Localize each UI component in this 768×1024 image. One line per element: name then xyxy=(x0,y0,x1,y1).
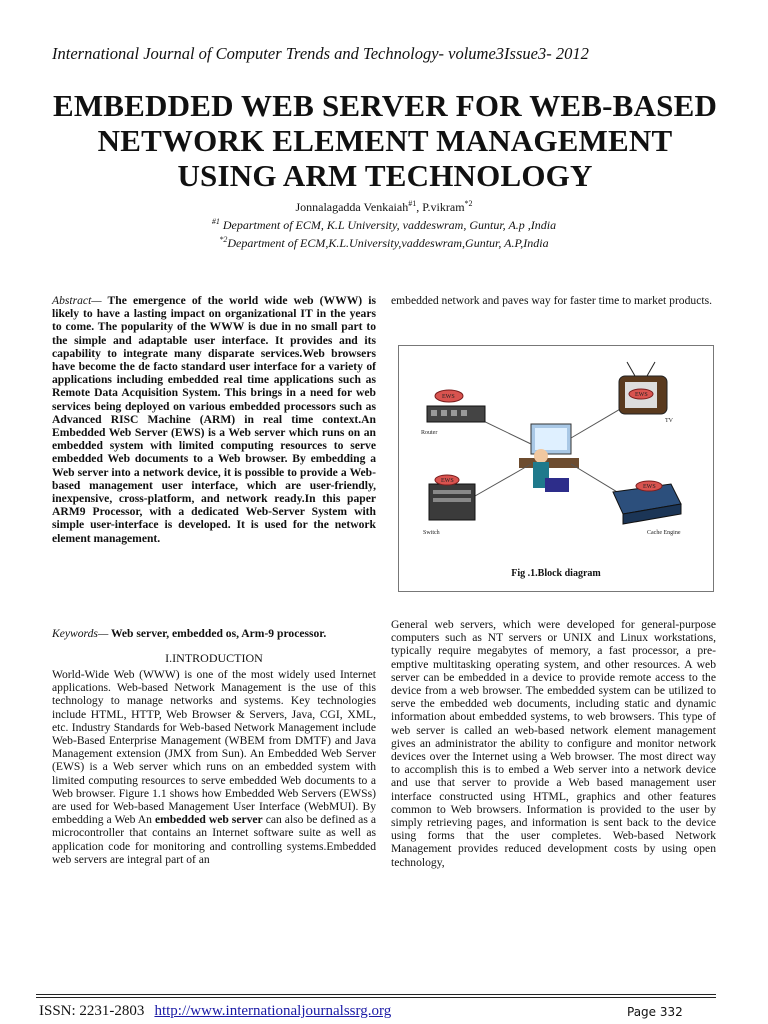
introduction-paragraph xyxy=(52,668,376,866)
intro-text: World-Wide Web (WWW) is one of the most widely used Internet applications. Web-based Network Management is the use of this technology to manage networks and systems. Key technologies include HTML, HTTP, Web Browser & Servers, Java, CGI, XML, etc. Industry Standards for Web-based Network Management include Web-Based Enterprise Management (WBEM from DMTF) and Java Management extension (JMX from Sun). An Embedded Web Server (EWS) is a Web server which runs on an embedded system with limited computing resources to serve embedded Web documents to a Web browser. Figure 1.1 shows how Embedded Web Servers (EWSs) are used for Web-based Management User Interface (WebMUI). By embedding a Web An xyxy=(52,668,376,827)
affiliation-1 xyxy=(0,217,768,233)
affiliation-2 xyxy=(0,235,768,251)
block-diagram-illustration xyxy=(409,354,703,554)
router-icon xyxy=(421,390,485,436)
right-column-body: General web servers, which were developed for general-purpose computers such as NT servers or UNIX and Linux workstations, typically require megabytes of memory, a fast processor, a pre-emptive multitasking operating system, and other resources. A web server can be embedded in a device to provide remote access to the device from a web browser. The embedded system can be utilized to serve the embedded web documents, including static and dynamic information about embedded systems, to web browsers. This type of web server is called an web-based network element management gives an administrator the ability to configure and monitor network devices over the Internet using a Web browser. The most direct way to accomplish this is to embed a Web server into a network device and use that server to provide a Web based management user interface constructed using HTML, graphics and other features common to Web browsers. Information is provided to the user by simply retrieving pages, and information is sent back to the device using forms that the user completes. Web-based Network Management provides reduced development costs by using open technology, xyxy=(391,618,716,869)
footer-rule xyxy=(36,994,716,995)
journal-header: International Journal of Computer Trends and Technology- volume3Issue3- 2012 xyxy=(52,44,589,63)
section-heading-introduction: I.INTRODUCTION xyxy=(165,651,263,665)
router-label: Router xyxy=(421,430,438,436)
intro-text-tail: can also be defined as a microcontroller that contains an Internet software suite as well as application code for monitoring and controlling systems.Embedded web servers are integral part of an xyxy=(52,813,376,866)
switch-icon xyxy=(423,475,475,536)
cache-ews-label: EWS xyxy=(643,484,656,490)
footer-rule-2 xyxy=(36,997,716,998)
tv-label: TV xyxy=(665,418,673,424)
switch-label: Switch xyxy=(423,530,440,536)
right-column-top-text: embedded network and paves way for faster time to market products. xyxy=(391,294,712,307)
abstract-label: Abstract— xyxy=(52,294,102,307)
paper-title xyxy=(40,88,730,193)
affiliation-1-text: Department of ECM, K.L University, vaddeswram, Guntur, A.p ,India xyxy=(219,218,557,232)
tv-ews-label: EWS xyxy=(635,392,648,398)
affiliation-1-marker: #1 xyxy=(211,217,220,226)
author-2: , P.vikram xyxy=(416,200,465,214)
keywords-label: Keywords— xyxy=(52,627,109,640)
footer-issn xyxy=(39,1003,391,1020)
keywords xyxy=(52,627,376,640)
page-number: Page 332 xyxy=(627,1005,683,1019)
keywords-text: Web server, embedded os, Arm-9 processor. xyxy=(108,627,327,640)
author-2-marker: *2 xyxy=(464,199,473,208)
title-line-2: NETWORK ELEMENT MANAGEMENT xyxy=(97,123,673,158)
figure-caption: Fig .1.Block diagram xyxy=(511,568,601,579)
affiliation-2-text: Department of ECM,K.L.University,vaddeswram,Guntur, A.P,India xyxy=(227,236,549,250)
cache-engine-label: Cache Engine xyxy=(647,530,681,536)
figure-block-diagram xyxy=(398,345,714,592)
author-1-marker: #1 xyxy=(408,199,417,208)
title-line-3: USING ARM TECHNOLOGY xyxy=(177,158,593,193)
tv-icon xyxy=(619,362,674,424)
abstract-text: The emergence of the world wide web (WWW) is likely to have a lasting impact on organizational IT in the years to come. The popularity of the WWW is due in no small part to the simple and adaptable user interface. It provides and its capability to integrate many disparate services.Web browsers have become the de facto standard user interface for a variety of applications including embedded real time applications such as Remote Data Acquisition System. This brings in a need for web services being deployed on various embedded processors such as Advanced RISC Machine (ARM) in real time context.An Embedded Web Server (EWS) is a Web server which runs on an embedded system with limited computing resources to serve embedded Web documents to a Web browser. By embedding a Web server into a network device, it is possible to provide a Web-based management user interface, which are user-friendly, inexpensive, cross-platform, and network ready.In this paper ARM9 Processor, with a dedicated Web-Server System with simple user-interface is developed. It is used for the network element management. xyxy=(52,294,376,545)
switch-ews-label: EWS xyxy=(441,478,454,484)
journal-url-link[interactable]: http://www.internationaljournalssrg.org xyxy=(154,1003,392,1019)
author-1: Jonnalagadda Venkaiah xyxy=(295,200,409,214)
authors xyxy=(0,199,768,215)
abstract xyxy=(52,294,376,545)
affiliation-2-marker: *2 xyxy=(219,235,228,244)
workstation-user-icon xyxy=(519,424,579,492)
embedded-web-server-term: embedded web server xyxy=(154,813,263,827)
issn-text: ISSN: 2231-2803 xyxy=(39,1003,145,1019)
title-line-1: EMBEDDED WEB SERVER FOR WEB-BASED xyxy=(52,88,718,123)
router-ews-label: EWS xyxy=(442,394,455,400)
cache-engine-icon xyxy=(613,481,681,536)
